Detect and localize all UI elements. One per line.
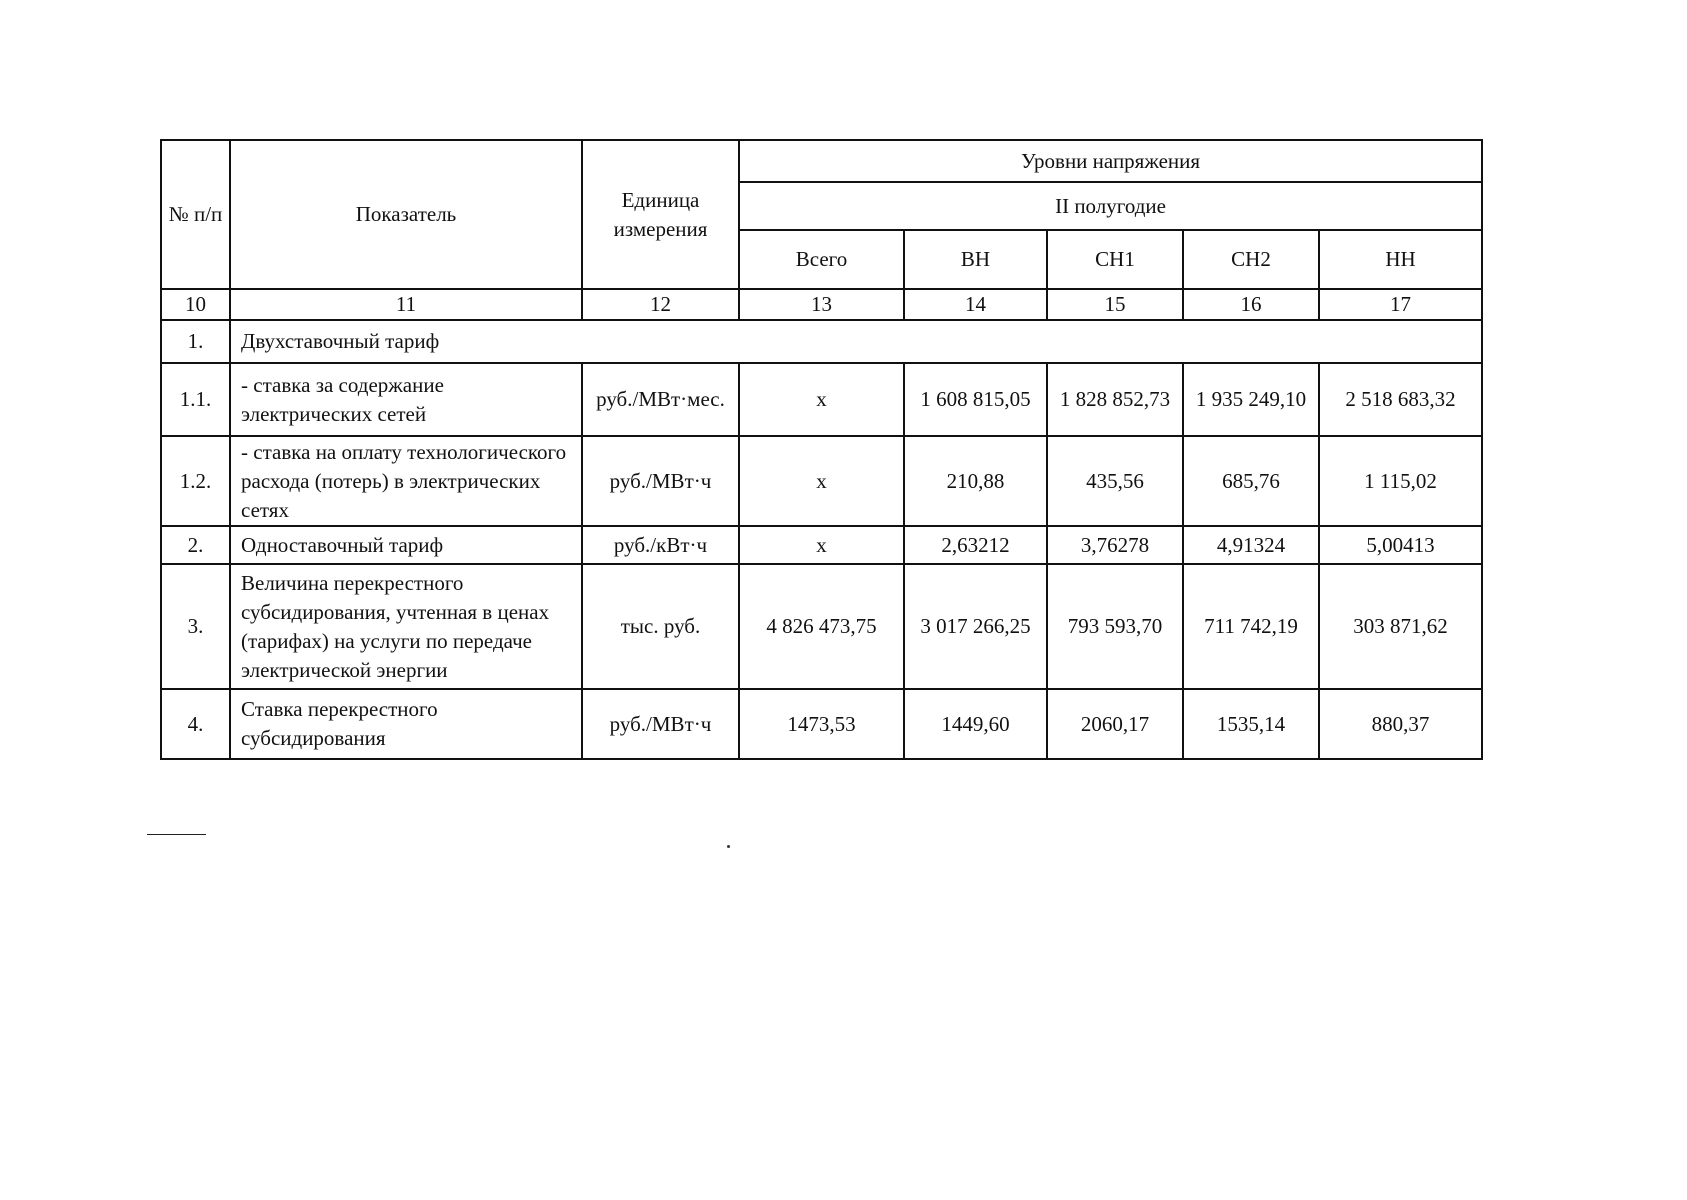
- header-period: II полугодие: [739, 182, 1482, 230]
- row-value-sn2: 4,91324: [1183, 526, 1319, 564]
- row-value-vn: 1 608 815,05: [904, 363, 1047, 436]
- table-row: [161, 564, 1482, 689]
- row-value-total: х: [739, 526, 904, 564]
- row-unit: руб./МВт·ч: [582, 689, 739, 759]
- row-value-sn1: 435,56: [1047, 436, 1183, 526]
- row-value-nn: 5,00413: [1319, 526, 1482, 564]
- column-numbers-row: [161, 289, 1482, 320]
- section-num: 1.: [161, 320, 230, 363]
- row-num: 1.2.: [161, 436, 230, 526]
- row-value-vn: 210,88: [904, 436, 1047, 526]
- header-level-total: Всего: [739, 230, 904, 289]
- row-value-nn: 880,37: [1319, 689, 1482, 759]
- row-label: - ставка на оплату технологического расхода (потерь) в электрических сетях: [230, 436, 582, 526]
- table-row: [161, 363, 1482, 436]
- footnote-separator-line: [147, 834, 206, 835]
- row-unit: руб./кВт·ч: [582, 526, 739, 564]
- row-value-sn2: 685,76: [1183, 436, 1319, 526]
- scan-speck: [727, 845, 730, 848]
- column-number: 11: [230, 289, 582, 320]
- row-value-total: 1473,53: [739, 689, 904, 759]
- row-value-sn1: 1 828 852,73: [1047, 363, 1183, 436]
- header-level-sn2: СН2: [1183, 230, 1319, 289]
- row-value-vn: 3 017 266,25: [904, 564, 1047, 689]
- header-row-voltage: [161, 140, 1482, 182]
- header-voltage-levels: Уровни напряжения: [739, 140, 1482, 182]
- table-row: [161, 526, 1482, 564]
- row-label: Одноставочный тариф: [230, 526, 582, 564]
- column-number: 12: [582, 289, 739, 320]
- row-unit: руб./МВт·мес.: [582, 363, 739, 436]
- column-number: 13: [739, 289, 904, 320]
- row-value-vn: 1449,60: [904, 689, 1047, 759]
- row-value-vn: 2,63212: [904, 526, 1047, 564]
- row-unit: руб./МВт·ч: [582, 436, 739, 526]
- row-value-sn1: 793 593,70: [1047, 564, 1183, 689]
- row-label: Величина перекрестного субсидирования, учтенная в ценах (тарифах) на услуги по передаче электрической энергии: [230, 564, 582, 689]
- row-value-sn1: 2060,17: [1047, 689, 1183, 759]
- header-level-nn: НН: [1319, 230, 1482, 289]
- header-unit: Единица измерения: [582, 140, 739, 289]
- row-value-nn: 1 115,02: [1319, 436, 1482, 526]
- row-num: 1.1.: [161, 363, 230, 436]
- row-num: 4.: [161, 689, 230, 759]
- tariff-table: [160, 139, 1483, 760]
- row-num: 3.: [161, 564, 230, 689]
- row-value-sn2: 1535,14: [1183, 689, 1319, 759]
- column-number: 17: [1319, 289, 1482, 320]
- header-level-vn: ВН: [904, 230, 1047, 289]
- row-value-sn2: 1 935 249,10: [1183, 363, 1319, 436]
- row-num: 2.: [161, 526, 230, 564]
- header-num: № п/п: [161, 140, 230, 289]
- row-value-sn1: 3,76278: [1047, 526, 1183, 564]
- table-row: [161, 436, 1482, 526]
- header-level-sn1: СН1: [1047, 230, 1183, 289]
- row-value-sn2: 711 742,19: [1183, 564, 1319, 689]
- column-number: 14: [904, 289, 1047, 320]
- row-label: - ставка за содержание электрических сетей: [230, 363, 582, 436]
- section-row: [161, 320, 1482, 363]
- table-row: [161, 689, 1482, 759]
- section-label: Двухставочный тариф: [230, 320, 1482, 363]
- column-number: 10: [161, 289, 230, 320]
- row-value-nn: 303 871,62: [1319, 564, 1482, 689]
- header-indicator: Показатель: [230, 140, 582, 289]
- row-value-nn: 2 518 683,32: [1319, 363, 1482, 436]
- column-number: 16: [1183, 289, 1319, 320]
- row-label: Ставка перекрестного субсидирования: [230, 689, 582, 759]
- column-number: 15: [1047, 289, 1183, 320]
- row-value-total: х: [739, 363, 904, 436]
- row-value-total: х: [739, 436, 904, 526]
- row-unit: тыс. руб.: [582, 564, 739, 689]
- row-value-total: 4 826 473,75: [739, 564, 904, 689]
